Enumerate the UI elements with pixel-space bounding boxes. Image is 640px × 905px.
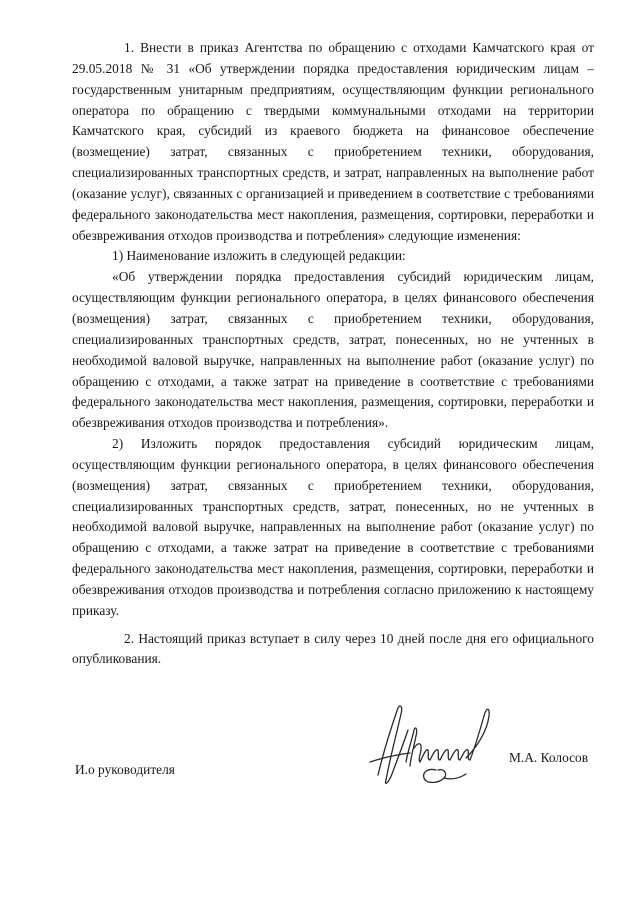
paragraph-new-title: «Об утверждении порядка предоставления субсидий юридическим лицам, осуществляющим функции регионального оператора, в целях финансового обеспечения (возмещения) затрат, связанных с приобретением техники, оборудования, специализированных транспортных средств, затрат, понесенных, но не учтенных в необходимой валовой выручке, направленных на выполнение работ (оказание услуг) по обращению с отходами, а также затрат на приведение в соответствие с требованиями федерального законодательства мест накопления, размещения, сортировки, переработки и обезвреживания отходов производства и потребления». bbox=[72, 269, 594, 431]
paragraph-item-2: 2. Настоящий приказ вступает в силу через 10 дней после дня его официального опубликования. bbox=[72, 630, 594, 667]
paragraph-subitem-2: 2) Изложить порядок предоставления субсидий юридическим лицам, осуществляющим функции регионального оператора, в целях финансового обеспечения (возмещения) затрат, связанных с приобретением техники, оборудования, специализированных транспортных средств, затрат, понесенных, но не учтенных в необходимой валовой выручке, направленных на выполнение работ (оказание услуг) по обращению с отходами, а также затрат на приведение в соответствие с требованиями федерального законодательства мест накопления, размещения, сортировки, переработки и обезвреживания отходов производства и потребления согласно приложению к настоящему приказу. bbox=[72, 436, 594, 618]
document-body bbox=[72, 38, 594, 670]
handwritten-signature bbox=[348, 700, 498, 790]
paragraph-subitem-1: 1) Наименование изложить в следующей редакции: bbox=[112, 248, 406, 264]
signatory-name: М.А. Колосов bbox=[509, 750, 589, 765]
signatory-role: И.о руководителя bbox=[75, 762, 175, 777]
paragraph-item-1: 1. Внести в приказ Агентства по обращению с отходами Камчатского края от 29.05.2018 № 31 «Об утверждении порядка предоставления юридическим лицам – государственным унитарным предприятиям, осуществляющим функции регионального оператора по обращению с твердыми коммунальными отходами на территории Камчатского края, субсидий из краевого бюджета на финансовое обеспечение (возмещение) затрат, связанных с приобретением техники, оборудования, специализированных транспортных средств, и затрат, направленных на выполнение работ (оказание услуг), связанных с организацией и приведением в соответствие с требованиями федерального законодательства мест накопления, размещения, сортировки, переработки и обезвреживания отходов производства и потребления» следующие изменения: bbox=[72, 40, 594, 243]
